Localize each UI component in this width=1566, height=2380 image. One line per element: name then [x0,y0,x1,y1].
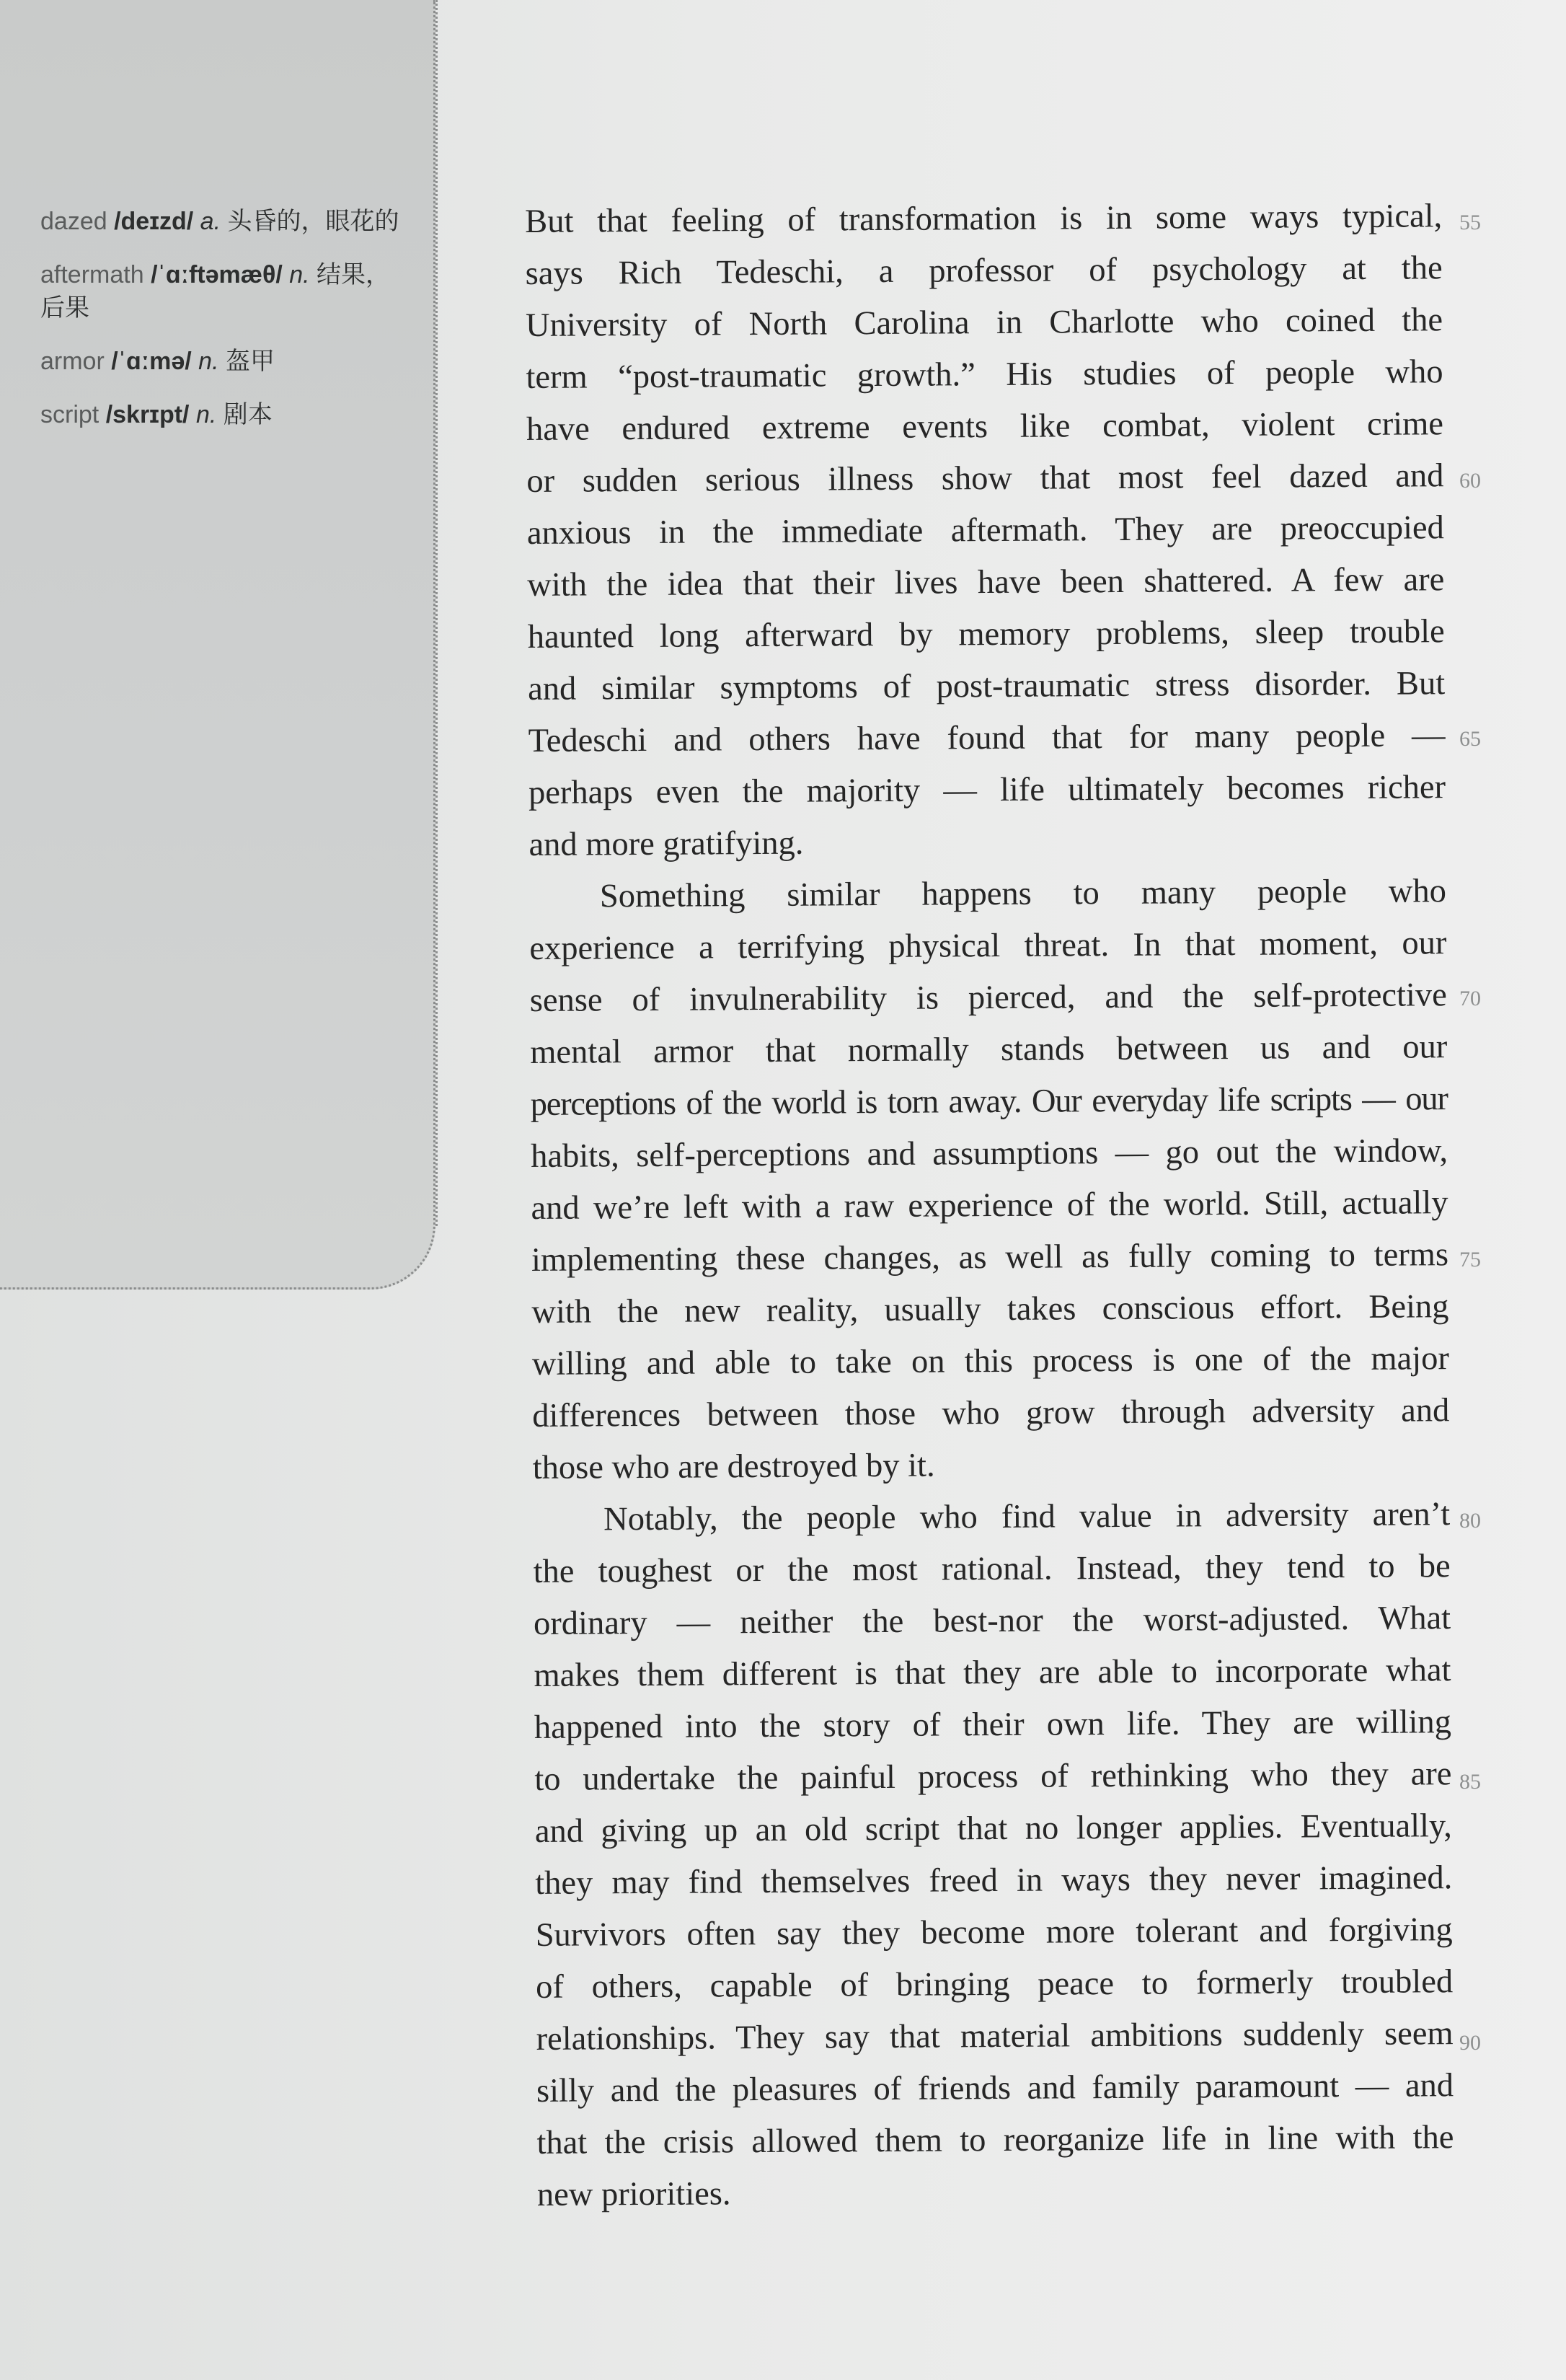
paragraph-end-line: and more gratifying. [528,824,804,863]
paragraph-start-line: Notably, the people who find value in adversity aren’t [603,1496,1451,1538]
glossary-part-of-speech: a. [200,208,221,235]
article-body [525,190,1454,2221]
glossary-phonetic: /deɪzd/ [114,208,194,235]
page-divider [435,0,438,1226]
glossary-phonetic: /ˈɑːmə/ [111,348,192,375]
glossary-definition: 头昏的，眼花的 [227,208,399,235]
text-line: silly and the pleasures of friends and family paramount — and [536,2067,1454,2110]
paragraph-end-line: new priorities. [536,2175,731,2213]
paragraph-end-line: those who are destroyed by it. [532,1447,935,1486]
text-line: of others, capable of bringing peace to formerly troubled [536,1963,1454,2006]
text-line: sense of invulnerability is pierced, and the self-protective [529,977,1447,1019]
glossary-panel [0,0,435,1290]
text-line: says Rich Tedeschi, a professor of psychology at the [525,250,1443,292]
glossary-word: aftermath [40,261,144,288]
text-line: makes them different is that they are able to incorporate what [534,1652,1451,1694]
text-line: the toughest or the most rational. Instead, they tend to be [533,1548,1451,1590]
text-line: and similar symptoms of post-traumatic stress disorder. But [528,665,1446,708]
glossary-part-of-speech: n. [195,401,217,428]
text-line: or sudden serious illness show that most feel dazed and [526,457,1444,500]
paragraph-start-line: Something similar happens to many people who [599,873,1447,915]
glossary-entry-script [40,398,401,431]
text-line: happened into the story of their own life. They are willing [534,1704,1452,1746]
text-line: implementing these changes, as well as fully coming to terms [531,1236,1449,1279]
line-number: 60 [1459,469,1481,493]
text-line: willing and able to take on this process is one of the major [531,1340,1450,1383]
line-number: 75 [1459,1248,1481,1271]
glossary-phonetic: /skrɪpt/ [105,401,190,428]
glossary-entry-aftermath [40,258,401,325]
glossary-part-of-speech: n. [198,348,219,375]
glossary-word: armor [40,348,105,375]
glossary [40,205,401,451]
text-line: with the idea that their lives have been shattered. A few are [527,561,1445,604]
line-number-margin [1459,0,1517,2380]
glossary-entry-armor [40,345,401,378]
text-line: and we’re left with a raw experience of the world. Still, actually [531,1184,1448,1227]
text-line: Survivors often say they become more tolerant and forgiving [535,1911,1453,1954]
text-line: they may find themselves freed in ways they never imagined. [535,1859,1453,1902]
text-line: have endured extreme events like combat, violent crime [526,405,1444,448]
text-line: relationships. They say that material ambitions suddenly seem [536,2015,1454,2058]
text-line: with the new reality, usually takes conscious effort. Being [531,1288,1449,1331]
line-number: 85 [1459,1770,1481,1794]
text-line: experience a terrifying physical threat. In that moment, our [529,925,1447,967]
text-line: differences between those who grow through adversity and [532,1392,1450,1434]
text-line: to undertake the painful process of rethinking who they are [534,1755,1452,1798]
glossary-part-of-speech: n. [289,261,310,288]
line-number: 90 [1459,2031,1481,2055]
line-number: 80 [1459,1509,1481,1533]
line-number: 55 [1459,211,1481,234]
text-line: habits, self-perceptions and assumptions — go out the window, [530,1132,1448,1175]
glossary-definition: 结果，后果 [40,261,391,322]
text-line: term “post-traumatic growth.” His studies of people who [526,353,1443,396]
text-line: mental armor that normally stands between us and our [530,1028,1448,1071]
glossary-entry-dazed [40,205,401,238]
line-number: 65 [1459,727,1481,751]
glossary-word: script [40,401,99,428]
text-line: ordinary — neither the best-nor the worst-adjusted. What [533,1600,1451,1642]
text-line: and giving up an old script that no longer applies. Eventually, [534,1807,1452,1850]
text-line: anxious in the immediate aftermath. They are preoccupied [526,509,1444,552]
glossary-definition: 盔甲 [225,348,275,375]
text-line: perceptions of the world is torn away. Our everyday life scripts — our [530,1080,1448,1123]
text-line: But that feeling of transformation is in some ways typical, [525,198,1443,240]
text-line: perhaps even the majority — life ultimately becomes richer [528,769,1446,811]
glossary-word: dazed [40,208,107,235]
text-line: University of North Carolina in Charlotte who coined the [525,301,1443,344]
glossary-phonetic: /ˈɑːftəmæθ/ [151,261,283,288]
line-number: 70 [1459,987,1481,1010]
text-line: that the crisis allowed them to reorganize life in line with the [536,2119,1454,2161]
text-line: haunted long afterward by memory problems, sleep trouble [527,613,1445,656]
glossary-definition: 剧本 [223,401,273,428]
text-line: Tedeschi and others have found that for many people — [528,717,1446,759]
